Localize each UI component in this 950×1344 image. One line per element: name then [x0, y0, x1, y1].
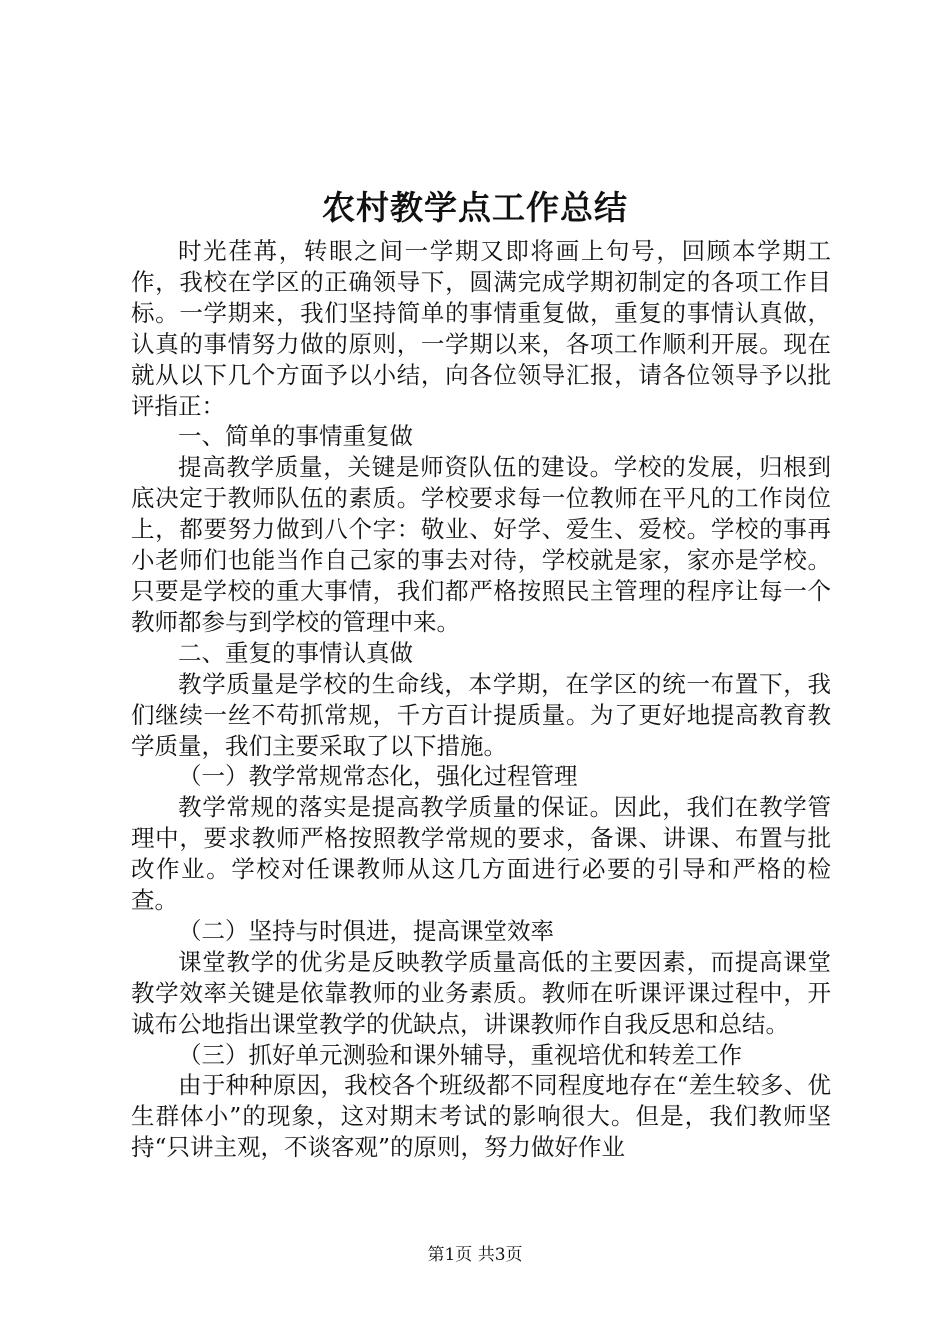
paragraph-quality: 教学质量是学校的生命线，本学期，在学区的统一布置下，我们继续一丝不苟抓常规，千方百计提质量。为了更好地提高教育教学质量，我们主要采取了以下措施。: [131, 669, 831, 760]
document-body: [131, 236, 831, 1163]
paragraph-classroom: 课堂教学的优劣是反映教学质量高低的主要因素，而提高课堂教学效率关键是依靠教师的业务素质。教师在听课评课过程中，开诚布公地指出课堂教学的优缺点，讲课教师作自我反思和总结。: [131, 947, 831, 1038]
paragraph-intro: 时光荏苒，转眼之间一学期又即将画上句号，回顾本学期工作，我校在学区的正确领导下，圆满完成学期初制定的各项工作目标。一学期来，我们坚持简单的事情重复做，重复的事情认真做，认真的事情努力做的原则，一学期以来，各项工作顺利开展。现在就从以下几个方面予以小结，向各位领导汇报，请各位领导予以批评指正：: [131, 237, 831, 420]
paragraph-teachers: 提高教学质量，关键是师资队伍的建设。学校的发展，归根到底决定于教师队伍的素质。学校要求每一位教师在平凡的工作岗位上，都要努力做到八个字：敬业、好学、爱生、爱校。学校的事再小老师们也能当作自己家的事去对待，学校就是家，家亦是学校。只要是学校的重大事情，我们都严格按照民主管理的程序让每一个教师都参与到学校的管理中来。: [131, 453, 831, 636]
section-heading-2: 二、重复的事情认真做: [178, 638, 413, 667]
page-title: 农村教学点工作总结: [322, 188, 628, 227]
section-heading-1: 一、简单的事情重复做: [178, 422, 413, 451]
subsection-heading-1: （一）教学常规常态化，强化过程管理: [178, 762, 578, 791]
paragraph-tutoring: 由于种种原因，我校各个班级都不同程度地存在“差生较多、优生群体小”的现象，这对期末考试的影响很大。但是，我们教师坚持“只讲主观，不谈客观”的原则，努力做好作业: [131, 1071, 831, 1162]
subsection-heading-3: （三）抓好单元测验和课外辅导，重视培优和转差工作: [178, 1040, 742, 1069]
subsection-heading-2: （二）坚持与时俱进，提高课堂效率: [178, 916, 554, 945]
paragraph-routine: 教学常规的落实是提高教学质量的保证。因此，我们在教学管理中，要求教师严格按照教学常规的要求，备课、讲课、布置与批改作业。学校对任课教师从这几方面进行必要的引导和严格的检查。: [131, 793, 831, 915]
page-number: 第1页 共3页: [427, 1245, 523, 1265]
